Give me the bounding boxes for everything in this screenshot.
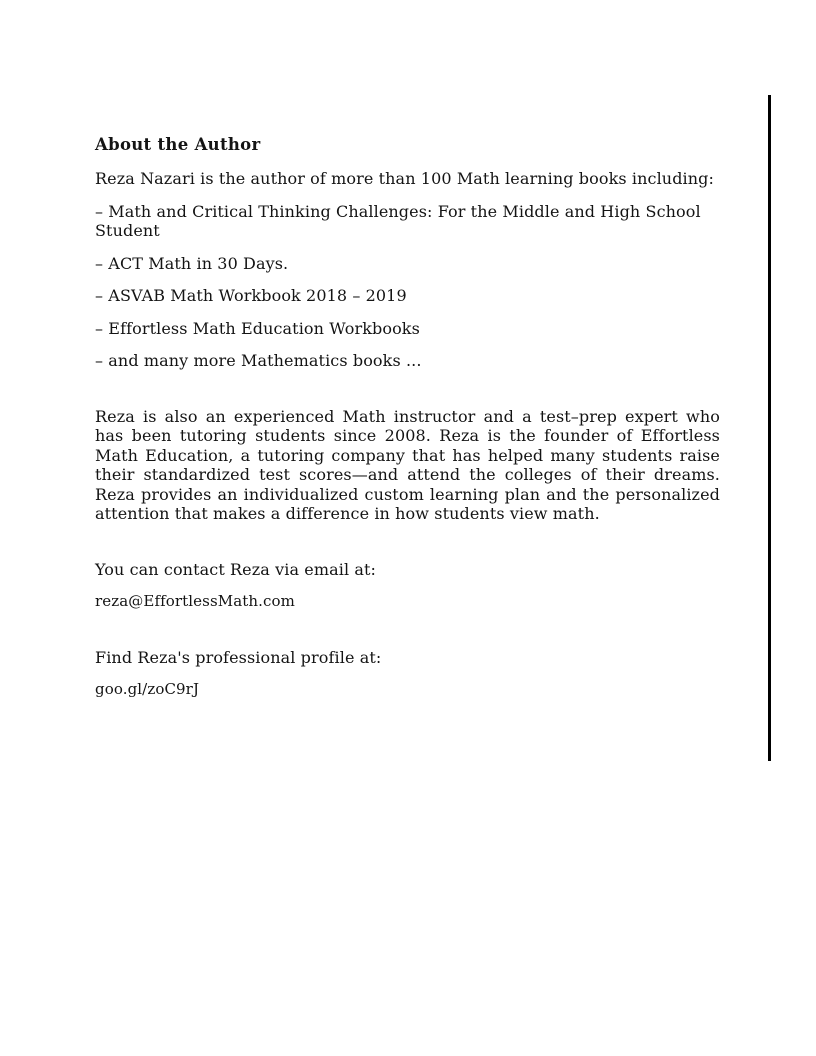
revision-bar bbox=[768, 95, 771, 761]
book-list-item: – ACT Math in 30 Days. bbox=[95, 253, 289, 273]
profile-url: goo.gl/zoC9rJ bbox=[95, 680, 200, 698]
book-list-item: – and many more Mathematics books ... bbox=[95, 351, 422, 370]
section-heading: About the Author bbox=[95, 135, 261, 154]
contact-label: You can contact Reza via email at: bbox=[95, 559, 377, 579]
book-list-item: – Math and Critical Thinking Challenges: For the Middle and High School Student bbox=[95, 201, 701, 240]
book-list-item: – Effortless Math Education Workbooks bbox=[95, 318, 420, 338]
contact-email: reza@EffortlessMath.com bbox=[95, 592, 295, 610]
book-list-item: – ASVAB Math Workbook 2018 – 2019 bbox=[95, 286, 407, 305]
intro-paragraph: Reza Nazari is the author of more than 100 Math learning books including: bbox=[95, 169, 714, 188]
bio-paragraph: Reza is also an experienced Math instructor and a test–prep expert who has been tutoring students since 2008. Reza is the founder of Effortless Math Education, a tutoring company that has helped many students raise their standardized test scores—and attend the colleges of their dreams. Reza provides an individualized custom learning plan and the personalized attention that makes a difference in how students view math. bbox=[95, 406, 720, 523]
profile-label: Find Reza's professional profile at: bbox=[95, 647, 382, 667]
